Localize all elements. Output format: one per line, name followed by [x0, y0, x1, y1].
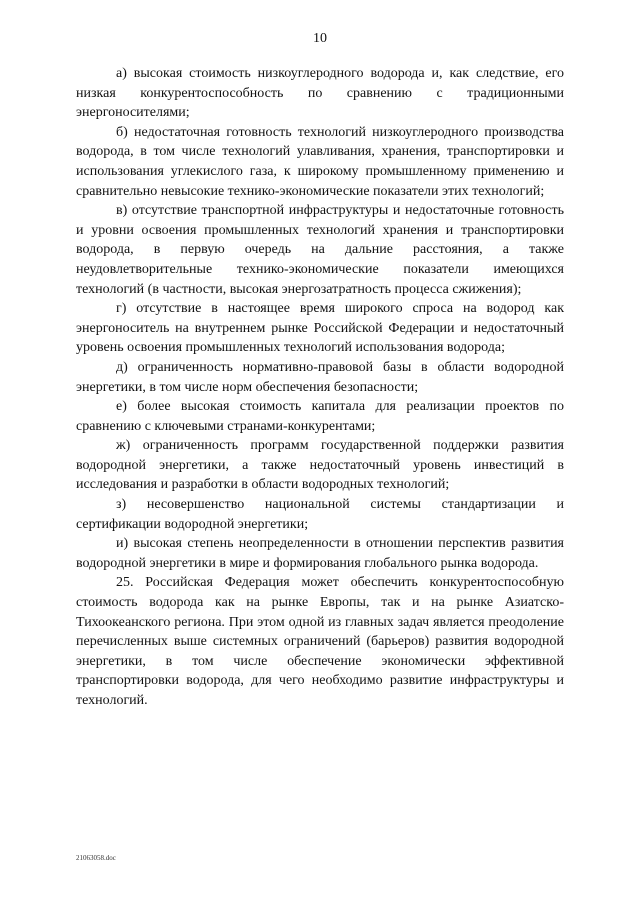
footer-filename: 21063058.doc [76, 854, 116, 862]
page-number: 10 [313, 31, 327, 46]
paragraph-g: г) отсутствие в настоящее время широкого спроса на водород как энергоноситель на внутреннем рынке Российской Федерации и недостаточный уровень освоения промышленных технологий использования водорода; [76, 301, 564, 356]
paragraph-z: з) несовершенство национальной системы стандартизации и сертификации водородной энергетики; [76, 497, 564, 532]
paragraph-e: е) более высокая стоимость капитала для реализации проектов по сравнению с ключевыми странами-конкурентами; [76, 399, 564, 434]
paragraph-b: б) недостаточная готовность технологий низкоуглеродного производства водорода, в том числе технологий улавливания, хранения, транспортировки и использования углекислого газа, к широкому промышленному применению и сравнительно невысокие технико-экономические показатели этих технологий; [76, 124, 564, 199]
paragraph-v: в) отсутствие транспортной инфраструктуры и недостаточные готовность и уровни освоения промышленных технологий хранения и транспортировки водорода, в первую очередь на дальние расстояния, а также неудовлетворительные технико-экономические показатели имеющихся технологий (в частности, высокая энергозатратность процесса сжижения); [76, 203, 564, 297]
paragraph-i: и) высокая степень неопределенности в отношении перспектив развития водородной энергетики в мире и формирования глобального рынка водорода. [76, 536, 564, 571]
paragraph-zh: ж) ограниченность программ государственной поддержки развития водородной энергетики, а также недостаточный уровень инвестиций в исследования и разработки в области водородных технологий; [76, 438, 564, 493]
paragraph-a: а) высокая стоимость низкоуглеродного водорода и, как следствие, его низкая конкурентоспособность по сравнению с традиционными энергоносителями; [76, 66, 564, 121]
paragraph-25: 25. Российская Федерация может обеспечить конкурентоспособную стоимость водорода как на рынке Европы, так и на рынке Азиатско-Тихоокеанского региона. При этом одной из главных задач является преодоление перечисленных выше системных ограничений (барьеров) развития водородной энергетики, в том числе обеспечение экономически эффективной транспортировки водорода, для чего необходимо развитие инфраструктуры и технологий. [76, 575, 564, 708]
paragraph-d: д) ограниченность нормативно-правовой базы в области водородной энергетики, в том числе норм обеспечения безопасности; [76, 359, 564, 395]
document-body [76, 64, 564, 711]
